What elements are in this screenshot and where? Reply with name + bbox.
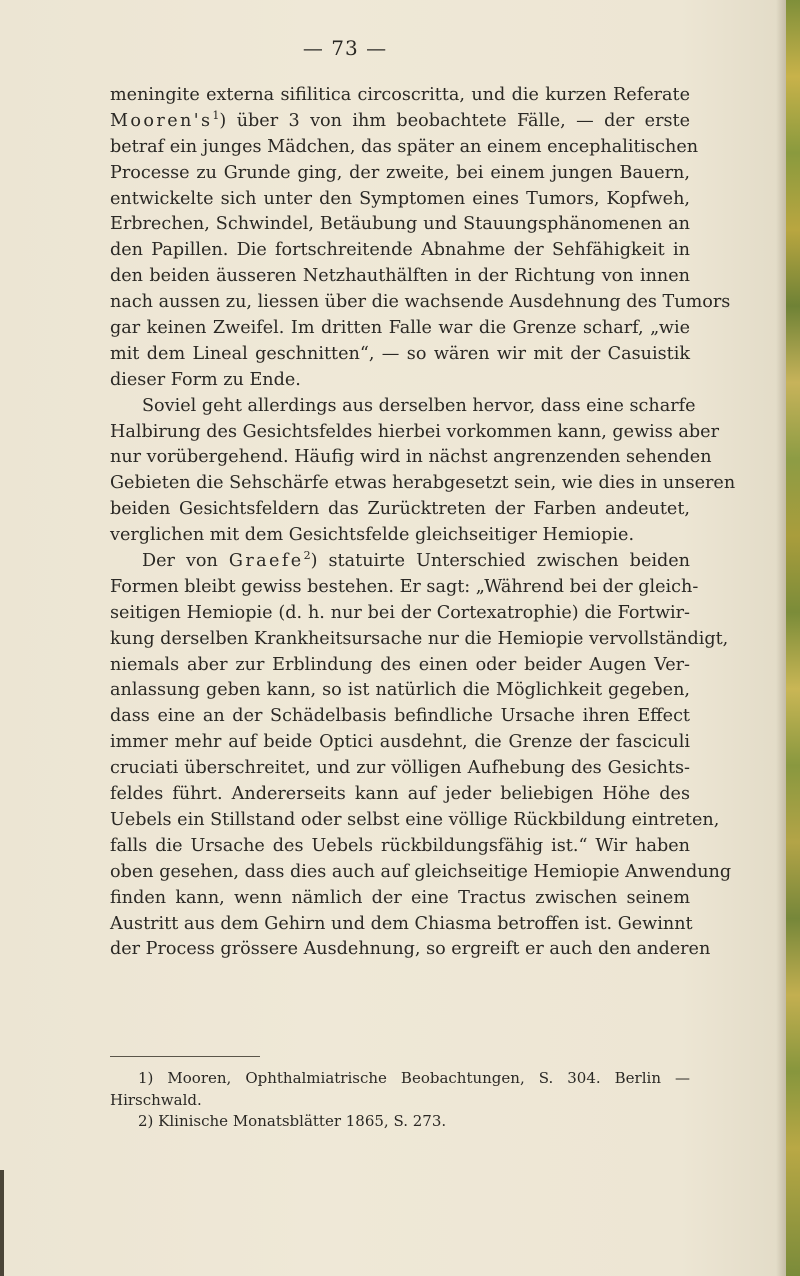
text-line: Erbrechen, Schwindel, Betäubung und Stauungsphänomenen an xyxy=(110,214,690,235)
text-line: entwickelte sich unter den Symptomen eines Tumors, Kopfweh, xyxy=(110,188,690,209)
text-line: mit dem Lineal geschnitten“, — so wären wir mit der Casuistik xyxy=(110,343,690,364)
text-line: den Papillen. Die fortschreitende Abnahme der Sehfähigkeit in xyxy=(110,240,690,261)
footnote-divider xyxy=(110,1056,260,1057)
text-line: Soviel geht allerdings aus derselben hervor, dass eine scharfe xyxy=(142,395,696,416)
text-line: Formen bleibt gewiss bestehen. Er sagt: „Während bei der gleich- xyxy=(110,576,699,597)
text-line: den beiden äusseren Netzhauthälften in der Richtung von innen xyxy=(110,266,690,287)
text-line xyxy=(110,109,690,135)
footnote-ref: 1 xyxy=(212,109,220,123)
text-line: cruciati überschreitet, und zur völligen Aufhebung des Gesichts- xyxy=(110,758,690,779)
body-text xyxy=(110,83,736,963)
text-line: nach aussen zu, liessen über die wachsende Ausdehnung des Tumors xyxy=(110,292,731,313)
text-line: oben gesehen, dass dies auch auf gleichseitige Hemiopie Anwendung xyxy=(110,861,732,882)
text-span: ) statuirte Unterschied zwischen beiden xyxy=(310,551,690,572)
text-line: Uebels ein Stillstand oder selbst eine völlige Rückbildung eintreten, xyxy=(110,809,720,830)
author-name: Mooren's xyxy=(110,110,213,131)
text-line xyxy=(110,549,690,575)
text-line: verglichen mit dem Gesichtsfelde gleichseitiger Hemiopie. xyxy=(110,525,635,546)
text-line: kung derselben Krankheitsursache nur die Hemiopie vervollständigt, xyxy=(110,628,729,649)
text-line: anlassung geben kann, so ist natürlich die Möglichkeit gegeben, xyxy=(110,680,690,701)
text-line: nur vorübergehend. Häufig wird in nächst angrenzenden sehenden xyxy=(110,447,712,468)
text-line: Austritt aus dem Gehirn und dem Chiasma betroffen ist. Gewinnt xyxy=(110,913,693,934)
text-line: betraf ein junges Mädchen, das später an einem encephalitischen xyxy=(110,136,699,157)
text-line: beiden Gesichtsfeldern das Zurücktreten der Farben andeutet, xyxy=(110,499,690,520)
page-number: — 73 — xyxy=(302,36,388,60)
text-line: falls die Ursache des Uebels rückbildungsfähig ist.“ Wir haben xyxy=(110,835,690,856)
text-line: Gebieten die Sehschärfe etwas herabgesetzt sein, wie dies in unseren xyxy=(110,473,736,494)
page-edge-shadow xyxy=(776,0,786,1276)
text-span: Der von xyxy=(142,551,229,572)
text-line: feldes führt. Andererseits kann auf jeder beliebigen Höhe des xyxy=(110,784,690,805)
text-line: gar keinen Zweifel. Im dritten Falle war die Grenze scharf, „wie xyxy=(110,318,690,339)
text-line: immer mehr auf beide Optici ausdehnt, die Grenze der fasciculi xyxy=(110,732,690,753)
footnote-1: 1) Mooren, Ophthalmiatrische Beobachtungen, S. 304. Berlin — xyxy=(138,1069,690,1087)
text-line: der Process grössere Ausdehnung, so ergreift er auch den anderen xyxy=(110,939,711,960)
text-line: finden kann, wenn nämlich der eine Tractus zwischen seinem xyxy=(110,887,690,908)
text-line: dass eine an der Schädelbasis befindliche Ursache ihren Effect xyxy=(110,706,690,727)
text-span: ) über 3 von ihm beobachtete Fälle, — der erste xyxy=(219,110,690,131)
paragraph-1 xyxy=(110,83,731,394)
text-line: Processe zu Grunde ging, der zweite, bei einem jungen Bauern, xyxy=(110,162,690,183)
footnote-1-continued: Hirschwald. xyxy=(110,1090,202,1109)
text-line: dieser Form zu Ende. xyxy=(110,369,301,390)
footnote-ref: 2 xyxy=(303,549,311,563)
text-line: Halbirung des Gesichtsfeldes hierbei vorkommen kann, gewiss aber xyxy=(110,421,719,442)
text-line: seitigen Hemiopie (d. h. nur bei der Cortexatrophie) die Fortwir- xyxy=(110,602,690,623)
binding-edge xyxy=(0,1170,4,1276)
paragraph-3 xyxy=(110,549,732,963)
footnotes xyxy=(110,1068,690,1133)
page-edge-strip xyxy=(786,0,800,1276)
footnote-2: 2) Klinische Monatsblätter 1865, S. 273. xyxy=(138,1112,447,1130)
paragraph-2 xyxy=(110,394,736,549)
text-line: niemals aber zur Erblindung des einen oder beider Augen Ver- xyxy=(110,654,690,675)
author-name: Graefe xyxy=(228,551,304,572)
text-line: meningite externa sifilitica circoscritta, und die kurzen Referate xyxy=(110,85,690,105)
